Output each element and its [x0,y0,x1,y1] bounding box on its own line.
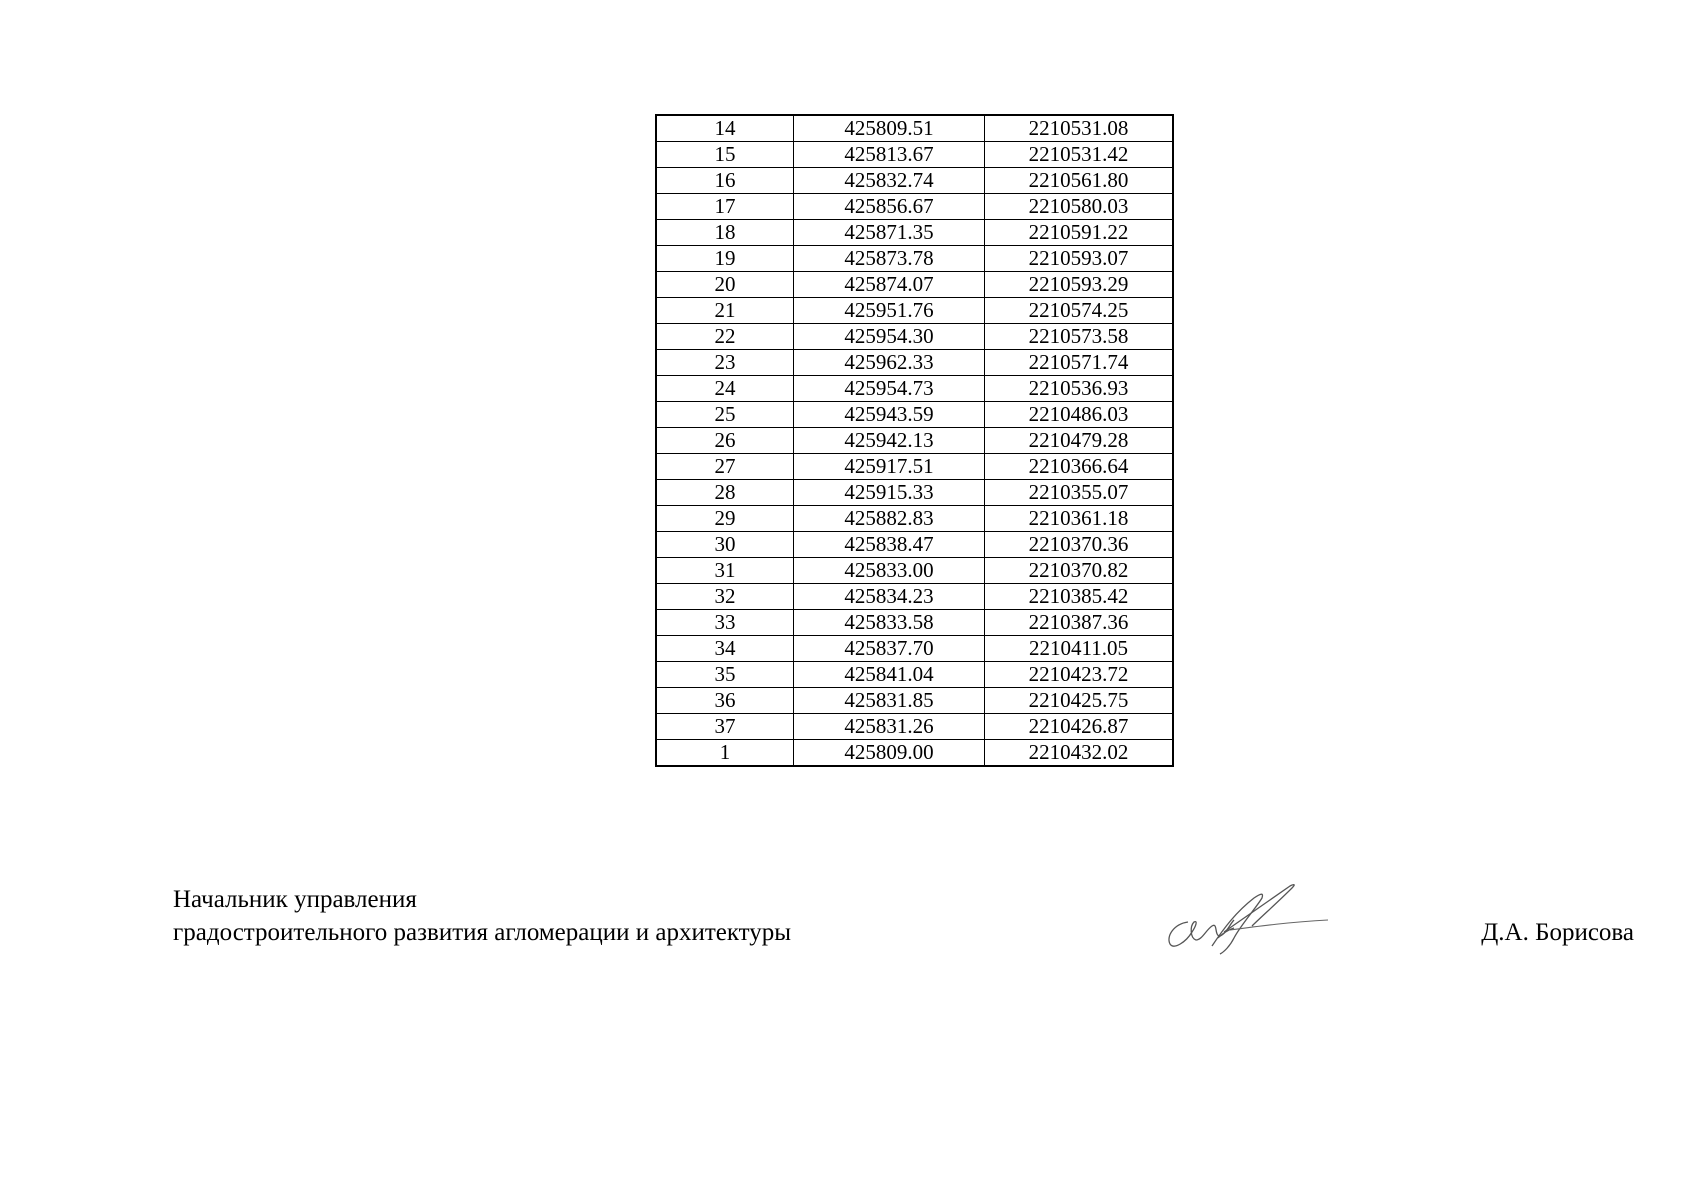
point-number-cell: 22 [656,324,794,350]
table-row [656,246,1173,272]
point-number-cell: 18 [656,220,794,246]
table-row [656,610,1173,636]
table-row [656,194,1173,220]
x-coordinate-cell: 425831.26 [794,714,985,740]
y-coordinate-cell: 2210387.36 [985,610,1174,636]
x-coordinate-cell: 425834.23 [794,584,985,610]
x-coordinate-cell: 425871.35 [794,220,985,246]
x-coordinate-cell: 425873.78 [794,246,985,272]
point-number-cell: 27 [656,454,794,480]
y-coordinate-cell: 2210593.29 [985,272,1174,298]
x-coordinate-cell: 425831.85 [794,688,985,714]
y-coordinate-cell: 2210423.72 [985,662,1174,688]
handwritten-signature [1160,878,1340,958]
point-number-cell: 34 [656,636,794,662]
y-coordinate-cell: 2210479.28 [985,428,1174,454]
point-number-cell: 1 [656,740,794,767]
y-coordinate-cell: 2210370.36 [985,532,1174,558]
point-number-cell: 23 [656,350,794,376]
point-number-cell: 21 [656,298,794,324]
table-row [656,662,1173,688]
table-row [656,272,1173,298]
signatory-position-line2: градостроительного развития агломерации и архитектуры [173,919,792,946]
point-number-cell: 33 [656,610,794,636]
x-coordinate-cell: 425809.51 [794,115,985,142]
y-coordinate-cell: 2210411.05 [985,636,1174,662]
point-number-cell: 16 [656,168,794,194]
x-coordinate-cell: 425917.51 [794,454,985,480]
signatory-name: Д.А. Борисова [1481,919,1634,946]
x-coordinate-cell: 425954.73 [794,376,985,402]
point-number-cell: 17 [656,194,794,220]
point-number-cell: 29 [656,506,794,532]
table-row [656,506,1173,532]
x-coordinate-cell: 425915.33 [794,480,985,506]
y-coordinate-cell: 2210425.75 [985,688,1174,714]
y-coordinate-cell: 2210571.74 [985,350,1174,376]
x-coordinate-cell: 425882.83 [794,506,985,532]
point-number-cell: 36 [656,688,794,714]
y-coordinate-cell: 2210573.58 [985,324,1174,350]
y-coordinate-cell: 2210561.80 [985,168,1174,194]
table-row [656,324,1173,350]
x-coordinate-cell: 425833.00 [794,558,985,584]
point-number-cell: 20 [656,272,794,298]
y-coordinate-cell: 2210536.93 [985,376,1174,402]
y-coordinate-cell: 2210366.64 [985,454,1174,480]
table-row [656,220,1173,246]
point-number-cell: 15 [656,142,794,168]
x-coordinate-cell: 425837.70 [794,636,985,662]
x-coordinate-cell: 425809.00 [794,740,985,767]
x-coordinate-cell: 425874.07 [794,272,985,298]
table-row [656,740,1173,767]
table-row [656,142,1173,168]
y-coordinate-cell: 2210531.08 [985,115,1174,142]
table-row [656,480,1173,506]
point-number-cell: 28 [656,480,794,506]
point-number-cell: 24 [656,376,794,402]
signatory-position [173,883,791,949]
x-coordinate-cell: 425832.74 [794,168,985,194]
table-row [656,376,1173,402]
y-coordinate-cell: 2210361.18 [985,506,1174,532]
point-number-cell: 35 [656,662,794,688]
point-number-cell: 32 [656,584,794,610]
table-row [656,298,1173,324]
y-coordinate-cell: 2210432.02 [985,740,1174,767]
x-coordinate-cell: 425943.59 [794,402,985,428]
point-number-cell: 26 [656,428,794,454]
table-row [656,454,1173,480]
x-coordinate-cell: 425954.30 [794,324,985,350]
table-row [656,168,1173,194]
point-number-cell: 30 [656,532,794,558]
y-coordinate-cell: 2210593.07 [985,246,1174,272]
point-number-cell: 25 [656,402,794,428]
table-row [656,714,1173,740]
x-coordinate-cell: 425951.76 [794,298,985,324]
y-coordinate-cell: 2210385.42 [985,584,1174,610]
table-row [656,350,1173,376]
table-row [656,402,1173,428]
y-coordinate-cell: 2210580.03 [985,194,1174,220]
table-row [656,532,1173,558]
table-row [656,558,1173,584]
table-row [656,584,1173,610]
x-coordinate-cell: 425833.58 [794,610,985,636]
table-row [656,115,1173,142]
point-number-cell: 37 [656,714,794,740]
x-coordinate-cell: 425838.47 [794,532,985,558]
y-coordinate-cell: 2210591.22 [985,220,1174,246]
y-coordinate-cell: 2210531.42 [985,142,1174,168]
x-coordinate-cell: 425942.13 [794,428,985,454]
x-coordinate-cell: 425813.67 [794,142,985,168]
y-coordinate-cell: 2210370.82 [985,558,1174,584]
y-coordinate-cell: 2210574.25 [985,298,1174,324]
x-coordinate-cell: 425841.04 [794,662,985,688]
table-row [656,636,1173,662]
signatory-position-line1: Начальник управления [173,886,417,913]
y-coordinate-cell: 2210355.07 [985,480,1174,506]
point-number-cell: 14 [656,115,794,142]
x-coordinate-cell: 425962.33 [794,350,985,376]
coordinates-table [655,114,1174,767]
y-coordinate-cell: 2210426.87 [985,714,1174,740]
point-number-cell: 31 [656,558,794,584]
x-coordinate-cell: 425856.67 [794,194,985,220]
point-number-cell: 19 [656,246,794,272]
y-coordinate-cell: 2210486.03 [985,402,1174,428]
table-row [656,428,1173,454]
table-row [656,688,1173,714]
coordinates-table-body [656,115,1173,766]
